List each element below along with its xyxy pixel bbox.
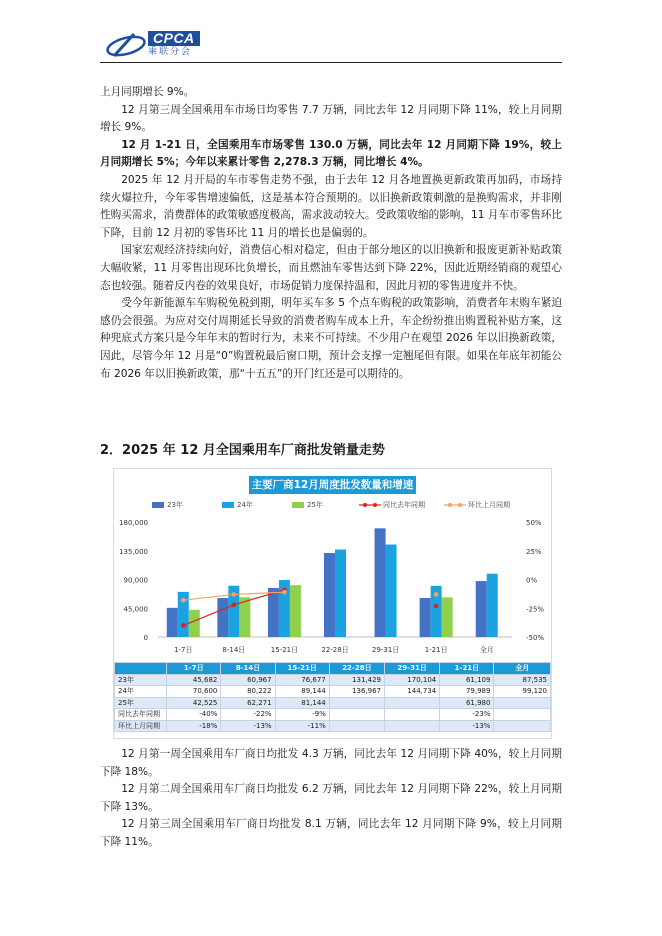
bar [167, 608, 178, 637]
line-point [282, 590, 287, 595]
table-cell: 80,222 [221, 686, 275, 698]
bar [290, 585, 301, 637]
bar [217, 598, 228, 637]
table-cell: 70,600 [167, 686, 221, 698]
line-point [232, 592, 237, 597]
bar [487, 574, 498, 637]
bar [335, 549, 346, 637]
table-cell [494, 709, 551, 721]
legend-item: 25年 [292, 499, 323, 511]
table-cell: 61,109 [440, 674, 494, 686]
legend-item: 23年 [152, 499, 183, 511]
line-point [434, 592, 439, 597]
table-cell [329, 697, 384, 709]
table-cell: 全月 [494, 663, 551, 675]
table-cell: 45,682 [167, 674, 221, 686]
table-cell: 1-21日 [440, 663, 494, 675]
paragraph-bold: 12 月 1-21 日，全国乘用车市场零售 130.0 万辆，同比去年 12 月同期下降 19%，较上月同期增长 5%；今年以来累计零售 2,278.3 万辆，同比增长 4%。 [100, 138, 562, 169]
table-cell: 29-31日 [385, 663, 440, 675]
table-row [115, 674, 551, 686]
paragraph: 受今年新能源车车购税免税到期，明年买车多 5 个点车购税的政策影响，消费者年末购车紧迫感仍会很强。为应对交付周期延长导致的消费者购车成本上升，车企纷纷推出购置税补贴方案，这种兜底式方案只是今年年末的暂时行为，未来不可持续。不少用户在观望 2026 年以旧换新政策，因此，尽管今年 12 月是“0”购置税最后窗口期，预计会支撑一定翘尾但有限。如果在年底年初能公布 2026 年以旧换新政策，那“十五五”的开门红还是可以期待的。 [100, 297, 562, 380]
x-tick-label: 1-21日 [424, 646, 448, 654]
table-cell: 76,677 [275, 674, 329, 686]
y2-tick-label: 25% [526, 547, 542, 556]
section-title: 2．2025 年 12 月全国乘用车厂商批发销量走势 [100, 443, 385, 458]
x-tick-label: 22-28日 [321, 646, 349, 654]
table-cell: 25年 [115, 697, 167, 709]
legend-item: 24年 [222, 499, 253, 511]
table-cell: 22-28日 [329, 663, 384, 675]
x-tick-label: 29-31日 [371, 646, 400, 654]
table-cell: -11% [275, 720, 329, 732]
table-cell: -9% [275, 709, 329, 721]
line-point [181, 623, 186, 628]
page-header [100, 28, 562, 63]
x-tick-label: 15-21日 [270, 646, 299, 654]
y-tick-label: 180,000 [119, 519, 148, 527]
table-cell: 同比去年同期 [115, 709, 167, 721]
table-cell: 61,980 [440, 697, 494, 709]
table-cell: 1-7日 [167, 663, 221, 675]
bar [420, 598, 431, 637]
table-cell: 89,144 [275, 686, 329, 698]
table-cell: 62,271 [221, 697, 275, 709]
cpca-logo [104, 30, 196, 58]
table-cell [385, 720, 440, 732]
bar [386, 545, 397, 637]
legend-item: 环比上月同期 [444, 499, 510, 511]
chart-plot [114, 469, 551, 662]
table-cell [329, 709, 384, 721]
logo-subtitle: 乘联分会 [148, 47, 193, 57]
table-row [115, 709, 551, 721]
table-cell: 79,989 [440, 686, 494, 698]
table-cell: -23% [440, 709, 494, 721]
table-row [115, 720, 551, 732]
table-cell [494, 720, 551, 732]
table-cell: 144,734 [385, 686, 440, 698]
table-cell: 60,967 [221, 674, 275, 686]
bar [442, 597, 453, 637]
table-cell [385, 697, 440, 709]
table-cell: 8-14日 [221, 663, 275, 675]
paragraph: 12 月第三周全国乘用车市场日均零售 7.7 万辆，同比去年 12 月同期下降 11%，较上月同期增长 9%。 [100, 103, 562, 134]
legend-item: 同比去年同期 [359, 499, 425, 511]
y-tick-label: 0 [143, 634, 148, 642]
body-text-bottom [100, 746, 562, 852]
line-point [232, 603, 237, 608]
paragraph: 12 月第三周全国乘用车厂商日均批发 8.1 万辆，同比去年 12 月同期下降 9%，较上月同期下降 11%。 [100, 818, 562, 848]
table-cell: -18% [167, 720, 221, 732]
table-row [115, 697, 551, 709]
chart-data-table [114, 662, 551, 732]
y-tick-label: 45,000 [123, 605, 148, 614]
body-text-top [100, 84, 562, 383]
x-tick-label: 8-14日 [222, 646, 246, 654]
x-tick-label: 1-7日 [174, 646, 193, 654]
table-cell [385, 709, 440, 721]
paragraph: 12 月第一周全国乘用车厂商日均批发 4.3 万辆，同比去年 12 月同期下降 40%，较上月同期下降 18%。 [100, 748, 562, 778]
bar [268, 588, 279, 637]
table-cell [329, 720, 384, 732]
table-cell: 15-21日 [275, 663, 329, 675]
bar [476, 581, 487, 637]
paragraph: 上月同期增长 9%。 [100, 86, 195, 98]
y-tick-label: 135,000 [119, 547, 148, 556]
y2-tick-label: -25% [526, 605, 545, 614]
paragraph: 国家宏观经济持续向好，消费信心相对稳定，但由于部分地区的以旧换新和报废更新补贴政策大幅收紧，11 月零售出现环比负增长，而且燃油车零售达到下降 22%，因此近期经销商的观望心态也较强。随着反内卷的效果良好，市场促销力度保持温和，因此月初的零售进度并不快。 [100, 244, 562, 292]
table-cell: 81,144 [275, 697, 329, 709]
paragraph: 12 月第二周全国乘用车厂商日均批发 6.2 万辆，同比去年 12 月同期下降 22%，较上月同期下降 13%。 [100, 783, 562, 813]
table-cell: 87,535 [494, 674, 551, 686]
bar [375, 528, 386, 637]
table-cell: 131,429 [329, 674, 384, 686]
table-cell [115, 663, 167, 675]
table-row [115, 686, 551, 698]
logo-text: CPCA [148, 31, 200, 46]
y-tick-label: 90,000 [123, 576, 148, 585]
line-point [434, 604, 439, 609]
table-cell [494, 697, 551, 709]
wholesale-chart [113, 468, 552, 739]
y2-tick-label: 0% [526, 576, 538, 585]
y2-tick-label: -50% [526, 634, 545, 642]
table-cell: 24年 [115, 686, 167, 698]
bar [189, 610, 200, 637]
table-cell: 环比上月同期 [115, 720, 167, 732]
table-cell: -22% [221, 709, 275, 721]
table-cell: 42,525 [167, 697, 221, 709]
y2-tick-label: 50% [526, 519, 542, 527]
line-point [181, 598, 186, 603]
paragraph: 2025 年 12 月开局的车市零售走势不强，由于去年 12 月各地置换更新政策再加码，市场持续火爆拉升，今年零售增速偏低，这是基本符合预期的。以旧换新政策刺激的是换购需求，并非刚性购买需求，消费群体的政策敏感度极高，需求波动较大。受政策收缩的影响，11 月车市零售环比下降，目前 12 月初的零售环比 11 月的增长也是偏弱的。 [100, 173, 562, 239]
bar [324, 553, 335, 637]
table-cell: -13% [221, 720, 275, 732]
logo-swoosh-icon [104, 30, 148, 60]
x-tick-label: 全月 [479, 646, 494, 654]
table-cell: -13% [440, 720, 494, 732]
chart-title: 主要厂商12月周度批发数量和增速 [249, 476, 416, 494]
table-cell: 23年 [115, 674, 167, 686]
table-cell: -40% [167, 709, 221, 721]
table-cell: 170,104 [385, 674, 440, 686]
table-cell: 99,120 [494, 686, 551, 698]
table-header-row [115, 663, 551, 675]
table-cell: 136,967 [329, 686, 384, 698]
